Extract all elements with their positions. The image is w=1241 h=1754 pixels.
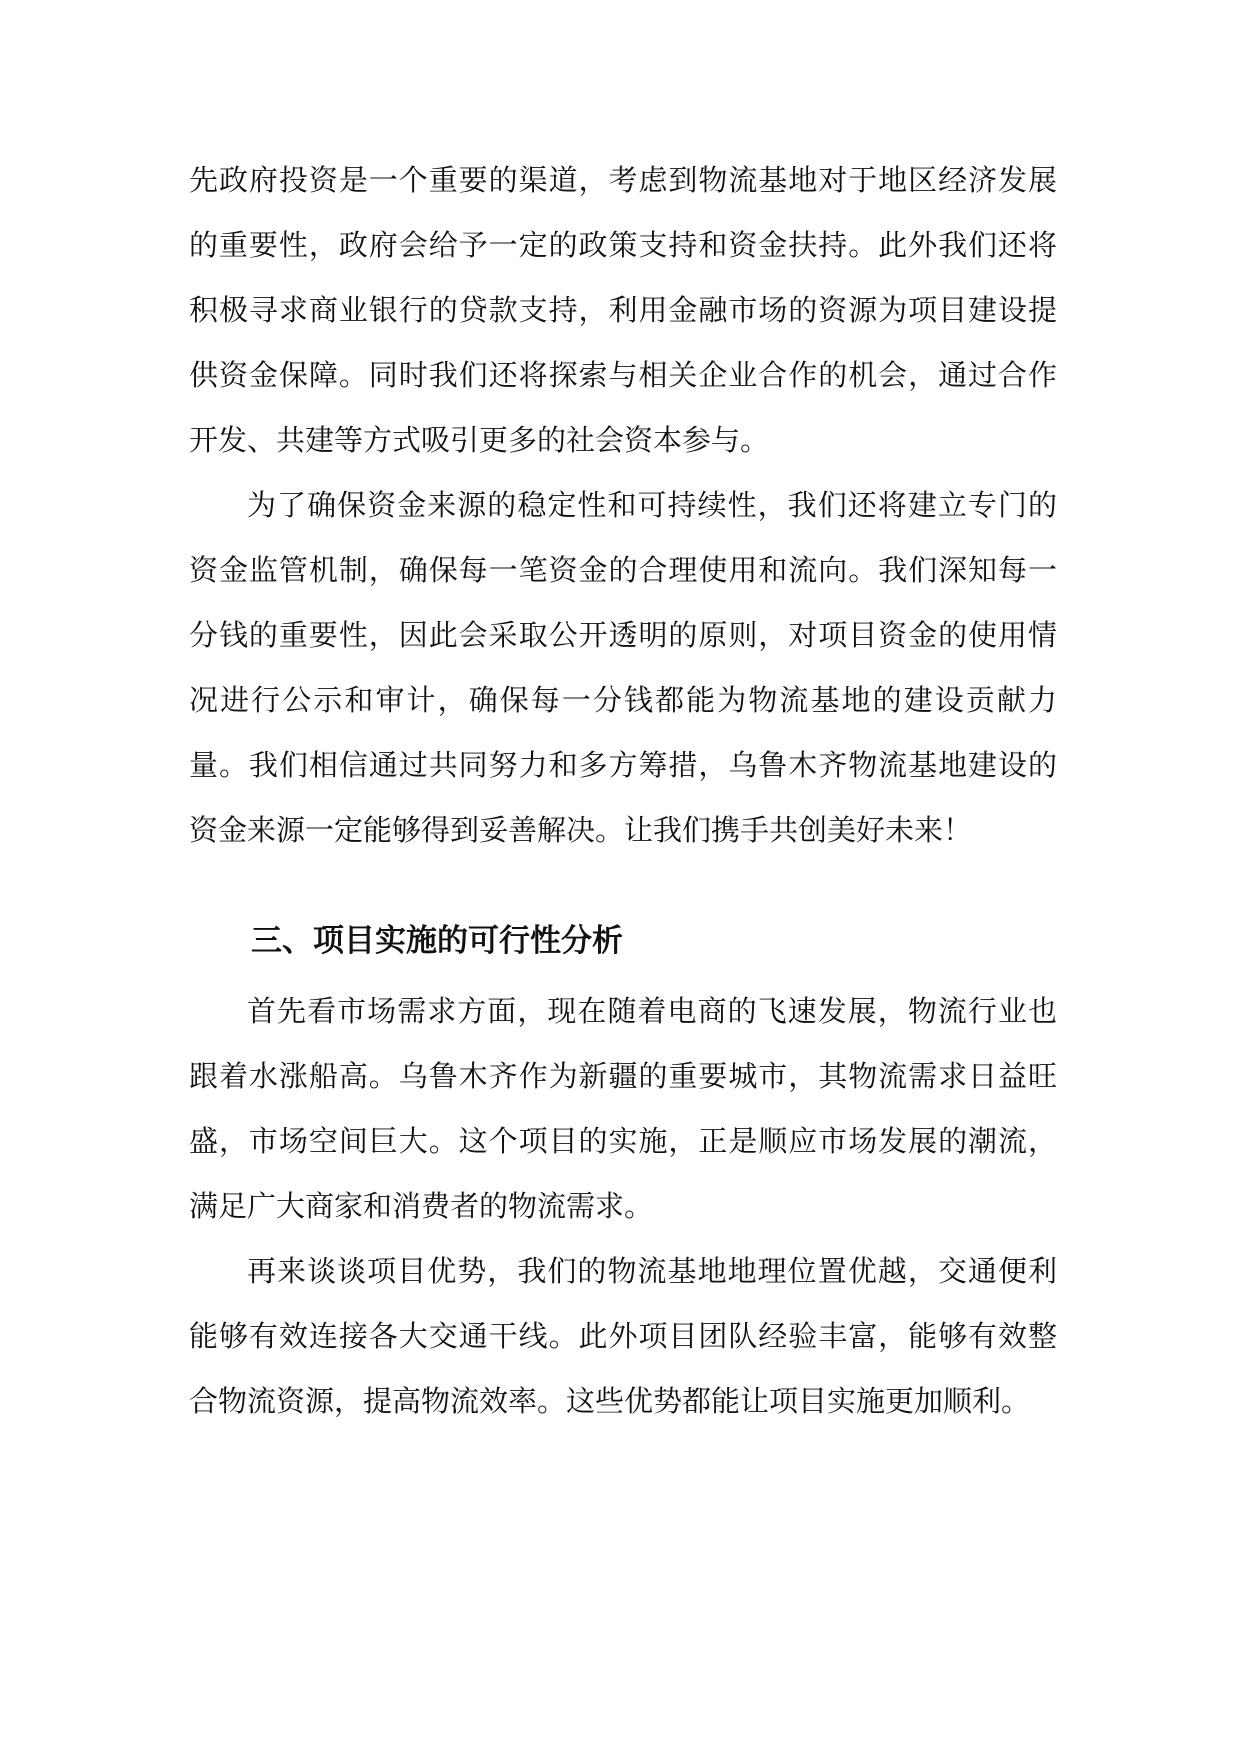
paragraph-continued: 先政府投资是一个重要的渠道，考虑到物流基地对于地区经济发展的重要性，政府会给予一定的政策支持和资金扶持。此外我们还将积极寻求商业银行的贷款支持，利用金融市场的资源为项目建设提供资金保障。同时我们还将探索与相关企业合作的机会，通过合作开发、共建等方式吸引更多的社会资本参与。 <box>189 163 1057 457</box>
paragraph-project-advantages: 再来谈谈项目优势，我们的物流基地地理位置优越，交通便利能够有效连接各大交通干线。此外项目团队经验丰富，能够有效整合物流资源，提高物流效率。这些优势都能让项目实施更加顺利。 <box>189 1254 1057 1418</box>
paragraph-funding-oversight: 为了确保资金来源的稳定性和可持续性，我们还将建立专门的资金监管机制，确保每一笔资金的合理使用和流向。我们深知每一分钱的重要性，因此会采取公开透明的原则，对项目资金的使用情况进行公示和审计，确保每一分钱都能为物流基地的建设贡献力量。我们相信通过共同努力和多方筹措，乌鲁木齐物流基地建设的资金来源一定能够得到妥善解决。让我们携手共创美好未来！ <box>189 488 1057 847</box>
section-heading: 三、项目实施的可行性分析 <box>251 923 623 959</box>
document-body <box>189 148 1057 1434</box>
paragraph-market-demand: 首先看市场需求方面，现在随着电商的飞速发展，物流行业也跟着水涨船高。乌鲁木齐作为新疆的重要城市，其物流需求日益旺盛，市场空间巨大。这个项目的实施，正是顺应市场发展的潮流，满足广大商家和消费者的物流需求。 <box>189 994 1057 1223</box>
